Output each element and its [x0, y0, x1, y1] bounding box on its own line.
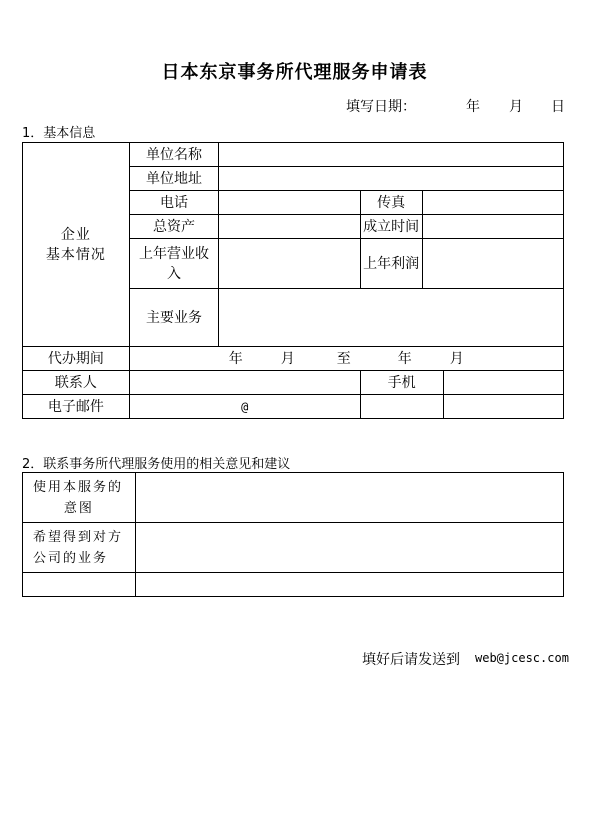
blank-field[interactable] — [135, 573, 563, 597]
enterprise-label-line2: 基本情况 — [45, 246, 106, 263]
period-month1: 月 — [280, 351, 295, 367]
phone-label: 电话 — [129, 191, 219, 215]
mobile-field[interactable] — [443, 371, 563, 395]
form-title: 日本东京事务所代理服务申请表 — [161, 62, 428, 83]
expected-business-label — [23, 523, 136, 573]
expected-business-line1: 希望得到对方 — [33, 529, 124, 545]
email-extra-field-1[interactable] — [360, 395, 443, 419]
contact-field[interactable] — [129, 371, 360, 395]
period-to: 至 — [336, 351, 351, 367]
intent-field[interactable] — [135, 473, 563, 523]
blank-label-cell — [23, 573, 136, 597]
company-name-field[interactable] — [219, 143, 564, 167]
last-year-revenue-field[interactable] — [219, 239, 360, 289]
feedback-table — [22, 472, 564, 597]
section2-heading: 2．联系事务所代理服务使用的相关意见和建议 — [22, 457, 291, 472]
intent-label-line2: 意图 — [63, 500, 94, 516]
phone-field[interactable] — [219, 191, 360, 215]
email-field[interactable] — [129, 395, 360, 419]
period-year1: 年 — [228, 351, 243, 367]
contact-label: 联系人 — [23, 371, 130, 395]
date-year: 年 — [466, 99, 480, 115]
expected-business-line2: 公司的业务 — [33, 550, 109, 566]
fax-label: 传真 — [360, 191, 422, 215]
last-year-revenue-line2: 入 — [167, 265, 181, 282]
mobile-label: 手机 — [360, 371, 443, 395]
last-year-profit-field[interactable] — [422, 239, 564, 289]
enterprise-label-line1: 企业 — [60, 226, 91, 243]
period-year2: 年 — [397, 351, 412, 367]
fax-field[interactable] — [422, 191, 564, 215]
period-month2: 月 — [449, 351, 464, 367]
section1-heading: 1．基本信息 — [22, 126, 96, 141]
intent-label — [23, 473, 136, 523]
company-address-field[interactable] — [219, 167, 564, 191]
basic-info-table — [22, 142, 564, 419]
enterprise-label — [23, 143, 130, 347]
main-business-field[interactable] — [219, 289, 564, 347]
email-at-sign: @ — [241, 399, 249, 414]
agency-period-field[interactable] — [129, 347, 563, 371]
founded-field[interactable] — [422, 215, 564, 239]
expected-business-field[interactable] — [135, 523, 563, 573]
company-name-label: 单位名称 — [129, 143, 219, 167]
email-label: 电子邮件 — [23, 395, 130, 419]
total-assets-field[interactable] — [219, 215, 360, 239]
last-year-revenue-label — [129, 239, 219, 289]
footer-label: 填好后请发送到 — [362, 652, 460, 668]
company-address-label: 单位地址 — [129, 167, 219, 191]
agency-period-label: 代办期间 — [23, 347, 130, 371]
email-extra-field-2[interactable] — [443, 395, 563, 419]
intent-label-line1: 使用本服务的 — [33, 479, 124, 495]
date-day: 日 — [551, 99, 565, 115]
date-label: 填写日期： — [346, 99, 416, 115]
last-year-revenue-line1: 上年营业收 — [139, 245, 209, 262]
date-month: 月 — [509, 99, 523, 115]
main-business-label: 主要业务 — [129, 289, 219, 347]
founded-label: 成立时间 — [360, 215, 422, 239]
total-assets-label: 总资产 — [129, 215, 219, 239]
footer-email[interactable]: web@jcesc.com — [475, 651, 569, 665]
last-year-profit-label: 上年利润 — [360, 239, 422, 289]
